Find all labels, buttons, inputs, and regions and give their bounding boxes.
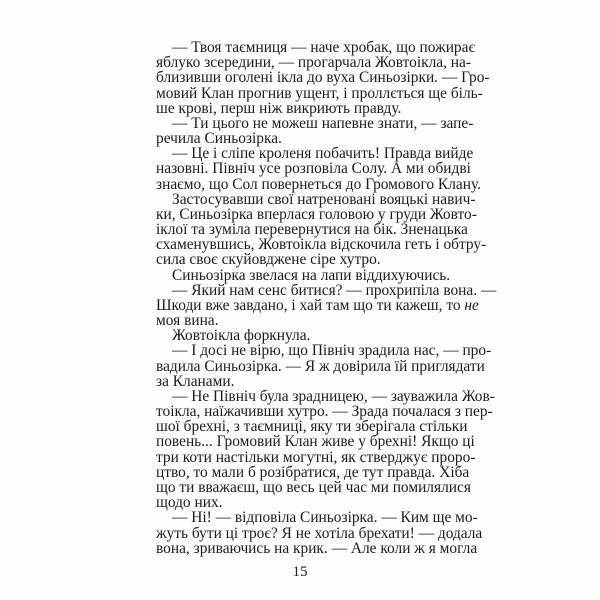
text-line: — Ні! — відповіла Синьозірка. — Ким ще мо- <box>172 509 478 527</box>
text-line: схаменувшись, Жовтоікла відскочила геть і обтру- <box>156 236 487 254</box>
text-line: знаємо, що Сол повернеться до Громового Клану. <box>156 175 481 193</box>
text-line: ше крові, перш ніж викриють правду. <box>156 99 402 117</box>
text-line: назовні. Північ усе розповіла Солу. А ми обидві <box>156 160 471 178</box>
text-line: іклої та зуміла перевернутися на бік. Зненацька <box>156 221 468 239</box>
text-line: речила Синьозірка. <box>156 130 282 148</box>
text-line: Синьозірка звелася на лапи віддихуючись. <box>172 266 451 284</box>
text-line: — І досі не вірю, що Північ зрадила нас, — про- <box>172 342 492 360</box>
text-line: Застосувавши свої натреновані вояцькі навич- <box>172 190 476 208</box>
text-line: — Не Північ була зрадницею, — зауважила Жов- <box>172 387 495 405</box>
text-line: — Ти цього не можеш напевне знати, — запе- <box>172 114 474 132</box>
text-line: вона, зриваючись на крик. — Але коли ж я могла <box>156 539 478 557</box>
text-line: — Це і сліпе кроленя побачить! Правда вийде <box>172 145 474 163</box>
text-line: — Твоя таємниця — наче хробак, що пожирає <box>172 39 476 56</box>
text-line: що ти вважаєш, що весь цей час ми помилялися <box>156 478 471 496</box>
text-line: щодо них. <box>156 494 223 512</box>
text-line: за Кланами. <box>156 372 235 390</box>
body-text <box>156 39 497 557</box>
text-line: Шкоди вже завдано, і хай там що ти кажеш, то не <box>156 296 479 314</box>
text-line: цтво, то мали б розібратися, де тут правда. Хіба <box>156 463 470 481</box>
text-line: три коти настільки могутні, як стверджує проро- <box>156 448 476 466</box>
text-line: тоікла, наїжачивши хутро. — Зрада почалася з пер- <box>156 403 493 421</box>
page-number: 15 <box>292 564 308 580</box>
text-line: моя вина. <box>156 312 219 330</box>
italic-word: не <box>464 296 479 314</box>
text-line: повень... Громовий Клан живе у брехні! Якщо ці <box>156 433 475 451</box>
text-line: Жовтоікла форкнула. <box>172 327 311 345</box>
text-line: яблуко зсередини, — прогарчала Жовтоікла, на- <box>156 54 471 72</box>
text-line: близивши оголені ікла до вуха Синьозірки. — Гро- <box>156 69 490 87</box>
text-line: жуть бути ці троє? Я не хотіла брехати! — додала <box>156 524 483 542</box>
text-line: шої брехні, з таємниці, яку ти зберігала стільки <box>156 418 468 436</box>
text-line: ки, Синьозірка вперлася головою у груди Жовто- <box>156 205 477 223</box>
text-line: вадила Синьозірка. — Я ж довірила їй приглядати <box>156 357 485 375</box>
text-line: — Який нам сенс битися? — прохрипіла вона. — <box>172 281 497 299</box>
text-line: сила своє скуйовджене сіре хутро. <box>156 251 381 269</box>
text-line: мовий Клан прогнив ущент, і проллється ще біль- <box>156 84 483 102</box>
